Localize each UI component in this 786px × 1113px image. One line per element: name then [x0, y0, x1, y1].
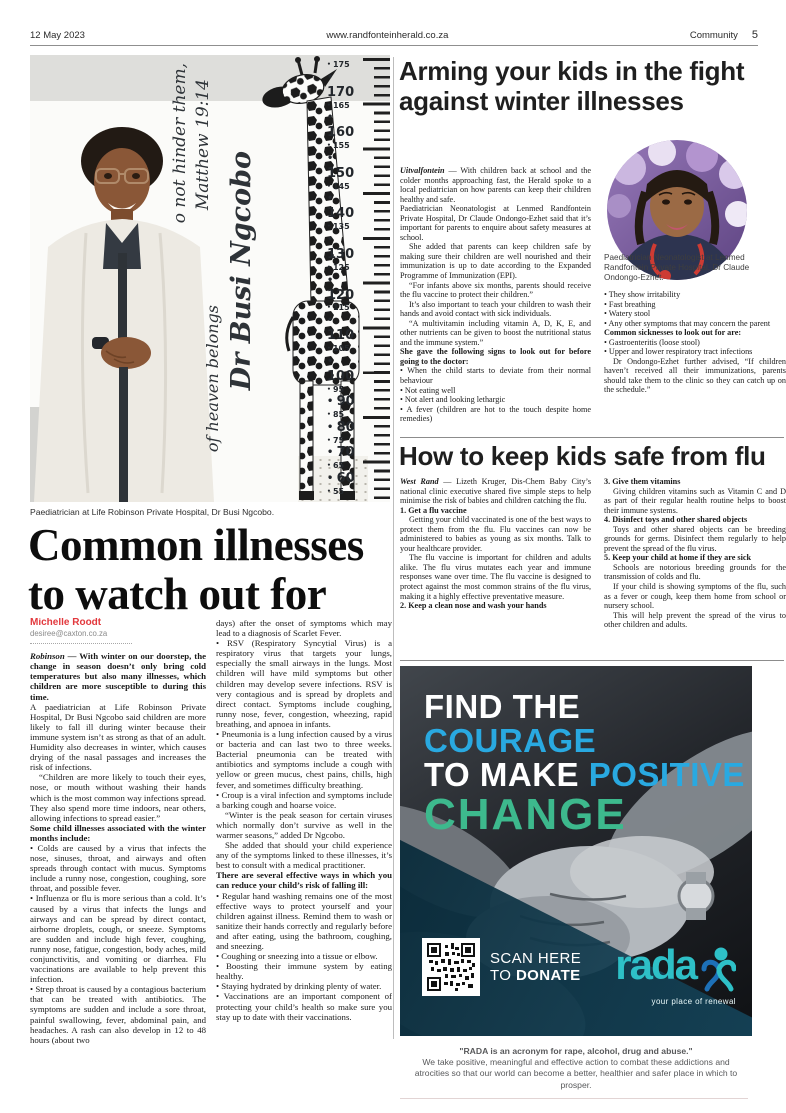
paragraph: Toys and other shared objects can be breeding grounds for germs. Disinfect them regularly to help prevent the spread of the flu virus.: [604, 524, 786, 553]
paragraph: A paediatrician at Life Robinson Private Hospital, Dr Busi Ngcobo said children are more likely to fall ill during winter because their immune system isn’t as strong as that of an adult. Humidity also decreases in winter, which causes drying of the nasal passages and increases the risk of infections.: [30, 701, 206, 773]
flu-column-2: [604, 477, 786, 658]
paragraph: days) after the onset of symptoms which may lead to a diagnosis of Scarlet Fever.: [216, 618, 392, 639]
lead-paragraph: [30, 651, 206, 701]
wall-doctor-name: Dr Busi Ngcobo: [226, 151, 257, 391]
height-label: • 165: [327, 101, 350, 110]
arming-headline: Arming your kids in the fight against winter illnesses: [399, 56, 745, 116]
scan-to-donate: [422, 938, 581, 996]
rada-logo: [615, 941, 736, 1006]
lead-text: — With children back at school and the colder months approaching fast, the Herald spoke to a local pediatrician on how parents can keep their children healthy and safe.: [400, 166, 591, 204]
paragraph: The flu vaccine is important for children and adults alike. The flu virus mutates each year and immune responses wane over time. The flu vaccine is designed to protect against the most common strains of the flu virus, making it a highly effective preventative measure.: [400, 553, 591, 601]
paragraph: • Upper and lower respiratory tract infections: [604, 347, 753, 357]
paragraph: She gave the following signs to look out for before going to the doctor:: [400, 347, 591, 366]
paragraph: 2. Keep a clean nose and wash your hands: [400, 601, 547, 611]
dateline: Robinson: [30, 651, 65, 662]
height-label: • 170: [327, 70, 363, 100]
paragraph: 5. Keep your child at home if they are sick: [604, 553, 752, 563]
paragraph: • Gastroenteritis (loose stool): [604, 337, 700, 347]
paragraph: • Vaccinations are an important component of protecting your child’s health so make sure you stay up to date with their vaccinations.: [216, 991, 392, 1022]
paragraph: Schools are notorious breeding grounds for the transmission of colds and flu.: [604, 562, 786, 582]
paragraph: “A multivitamin including vitamin A, D, K, E, and other nutrients can be given to boost the nutritional status and the immune system.”: [400, 318, 591, 347]
lead-paragraph: [400, 166, 591, 204]
height-label: • 75: [327, 436, 344, 445]
height-scale: [327, 60, 363, 496]
headline-green: CHANGE: [424, 789, 627, 839]
lead-text: — With winter on our doorstep, the change in season doesn’t only bring cold temperatures but also many illnesses, which children are more susceptible to during this time.: [30, 651, 206, 702]
height-label: • 115: [327, 303, 350, 312]
paragraph: • Not alert and looking lethargic: [400, 395, 506, 405]
headline-line2: to watch out for: [28, 569, 327, 619]
paragraph: Dr Ondongo-Ezhet further advised, “If children haven’t received all their immunizations, parents should take them to the clinic so they can catch up on the schedule.”: [604, 356, 786, 395]
section-label: Community: [689, 30, 738, 41]
lead-text: — Lizeth Kruger, Dis-Chem Baby City’s national clinic executive shared five simple steps to help minimise the risk of babies and children catching the flu.: [400, 477, 591, 506]
height-label: • 160: [327, 110, 363, 140]
paragraph: “Winter is the peak season for certain viruses which normally don’t survive as well in the warmer seasons,” added Dr Ngcobo.: [216, 809, 392, 840]
masthead: [30, 29, 758, 41]
height-label: • 95: [327, 385, 344, 394]
paragraph: • Colds are caused by a virus that infects the nose, sinuses, throat, and airways and often spreads through contact with mucus. Symptoms include a runny nose, congestion, coughing, sore throat, and possible fever.: [30, 842, 206, 894]
rada-person-icon: [698, 947, 736, 993]
paragraph: Some child illnesses associated with the winter months include:: [30, 822, 206, 843]
paragraph: • Boosting their immune system by eating healthy.: [216, 961, 392, 982]
scan-line1: SCAN HERE: [490, 949, 582, 967]
page-number: 5: [751, 29, 758, 41]
byline-email: desiree@caxton.co.za: [30, 629, 108, 639]
paragraph: • Watery stool: [604, 309, 651, 319]
paragraph: • Influenza or flu is more serious than a cold. It’s caused by a virus that infects the lungs and airways and can be spread by direct contact, airborne droplets, cough, or sneeze. Symptoms are sudden and include high fever, coughing, runny nose, fatigue, congestion, body aches, mild conjunctivitis, and vomiting or diarrhea. Flu vaccinations are available to help prevent this infection.: [30, 893, 206, 985]
height-label: • 135: [327, 222, 350, 231]
site-url: www.randfonteinherald.co.za: [326, 30, 449, 41]
height-label: • 100: [327, 354, 363, 384]
headline-blue-1: COURAGE: [424, 721, 597, 759]
height-label: • 70: [327, 445, 355, 460]
paragraph: Paediatrician Neonatologist at Lenmed Randfontein Private Hospital, Dr Claude Ondongo-Ezhet said that it’s important for parents to enquire about safety measures at school.: [400, 204, 591, 242]
paragraph: Common sicknesses to look out for are:: [604, 328, 742, 338]
arming-column-1: [400, 166, 591, 436]
paragraph: • Strep throat is caused by a contagious bacterium that can be treated with antibiotics. The symptoms are sudden and include a sore throat, painful swallowing, fever, abdominal pain, and headaches. A rash can also develop in 12 to 48 hours (about two: [30, 984, 206, 1045]
ruler-ticks: [360, 55, 390, 502]
height-label: • 80: [327, 420, 355, 435]
flu-column-1: [400, 477, 591, 658]
height-label: • 140: [327, 191, 363, 221]
byline-author: Michelle Roodt: [30, 618, 102, 628]
advert-headline: [424, 690, 752, 837]
paragraph: • They show irritability: [604, 290, 681, 299]
headline-line1: Common illnesses: [28, 520, 364, 570]
lead-paragraph: [400, 477, 591, 506]
section-rule-2: [400, 660, 784, 661]
paragraph: There are several effective ways in which you can reduce your child’s risk of falling ill:: [216, 870, 392, 891]
dateline: West Rand: [400, 477, 439, 486]
height-label: • 105: [327, 344, 350, 353]
height-label: • 55: [327, 487, 344, 496]
doctor-growth-chart-photo: [30, 55, 390, 502]
rada-tagline: your place of renewal: [651, 997, 736, 1006]
headline-blue-2: POSITIVE: [588, 755, 745, 793]
flu-headline: How to keep kids safe from flu: [399, 441, 766, 471]
advert-caption-text: We take positive, meaningful and effective action to combat these addictions and atrocities so that our world can become a better, healthier and safer place in which to prosper.: [414, 1057, 738, 1090]
height-label: • 60: [327, 471, 355, 486]
wall-script-line: o not hinder them,: [170, 63, 190, 224]
paragraph: If your child is showing symptoms of the flu, such as a fever or cough, keep them home from school or nursery school.: [604, 582, 786, 611]
height-label: • 145: [327, 182, 350, 191]
paragraph: • Not eating well: [400, 385, 456, 395]
paragraph: Getting your child vaccinated is one of the best ways to protect them from the flu. Flu vaccines can now be administered to babies as young as six months. Talk to your healthcare provider.: [400, 515, 591, 553]
bottom-rule: [400, 1098, 748, 1099]
advert-caption-bold: "RADA is an acronym for rape, alcohol, drug and abuse.": [459, 1046, 693, 1056]
paragraph: • A fever (children are hot to the touch despite home remedies): [400, 404, 591, 424]
scan-label: [490, 950, 581, 985]
main-headline: [28, 521, 400, 619]
paragraph: • Croup is a viral infection and symptoms include a barking cough and hoarse voice.: [216, 789, 392, 810]
qr-code: [422, 938, 480, 996]
masthead-rule: [30, 45, 758, 46]
headline-white-2: TO MAKE: [424, 755, 580, 793]
paragraph-list: [30, 702, 206, 1045]
scan-line2: TO DONATE: [490, 967, 581, 984]
wall-script-verse: Matthew 19:14: [193, 79, 213, 211]
height-label: • 155: [327, 141, 350, 150]
paragraph: • Pneumonia is a lung infection caused by a virus or bacteria and can last two to three weeks. Bacterial pneumonia can be treated with antibiotics and symptoms include a cough with yellow or green mucus, chest pains, chills, high fever, and sometimes difficulty breathing.: [216, 729, 392, 790]
advert-caption: [408, 1046, 744, 1091]
photo-caption: Paediatrician at Life Robinson Private Hospital, Dr Busi Ngcobo.: [30, 507, 275, 517]
height-label: • 65: [327, 461, 344, 470]
paragraph: • Fast breathing: [604, 299, 656, 309]
paragraph: She added that should your child experience any of the symptoms linked to these illnesses, it’s best to consult with a medical practitioner.: [216, 840, 392, 871]
height-label: • 125: [327, 263, 350, 272]
paragraph-list: [400, 506, 591, 611]
height-label: • 130: [327, 232, 363, 262]
headline-white-1: FIND THE: [424, 688, 581, 725]
height-label: • 175: [327, 60, 350, 69]
byline-rule: [30, 643, 132, 644]
rada-advert: [400, 666, 752, 1036]
article-column-1: [30, 618, 206, 1108]
doctor-figure: [30, 113, 220, 502]
masthead-date: 12 May 2023: [30, 30, 85, 41]
arming-column-2: [604, 290, 786, 437]
paragraph: 3. Give them vitamins: [604, 477, 681, 486]
dateline: Uitvalfontein: [400, 166, 445, 175]
height-label: • 120: [327, 273, 363, 303]
paragraph-list: [400, 204, 591, 424]
main-article-body: [30, 618, 392, 1108]
portrait-caption: Paediatrician Neonatologist at Lenmed Randfontein Private Hospital, Dr Claude Ondongo-Ezhet.: [604, 253, 750, 282]
height-label: • 150: [327, 151, 363, 181]
paragraph: This will help prevent the spread of the virus to other children and adults.: [604, 610, 786, 630]
paragraph: 1. Get a flu vaccine: [400, 505, 467, 515]
rada-wordmark: rada: [615, 941, 696, 988]
paragraph: It’s also important to teach your children to wash their hands and avoid contact with sick individuals.: [400, 299, 591, 319]
paragraph: • RSV (Respiratory Syncytial Virus) is a respiratory virus that targets your lungs, especially the small airways in the lungs. Most children will have mild symptoms but other children may develop severe infections. RSV is very contagious and is spread by droplets and direct contact. Symptoms include coughing, runny nose, fever, congestion, wheezing, rapid breathing, and apnoea in infants.: [216, 638, 392, 729]
paragraph: • Regular hand washing remains one of the most effective ways to protect yourself and your children against illness. Remind them to wash or sanitize their hands correctly and regularly before and after eating, using the bathroom, coughing, and sneezing.: [216, 890, 392, 951]
paragraph: Giving children vitamins such as Vitamin C and D as part of their regular health routine helps to boost their immune systems.: [604, 486, 786, 515]
paragraph: 4. Disinfect toys and other shared objects: [604, 515, 748, 525]
paragraph: • When the child starts to deviate from their normal behaviour: [400, 366, 591, 386]
paragraph: “For infants above six months, parents should receive the flu vaccine to protect their children.”: [400, 280, 591, 300]
section-rule: [400, 437, 784, 438]
height-label: • 85: [327, 410, 344, 419]
height-label: • 110: [327, 313, 363, 343]
paragraph: • Staying hydrated by drinking plenty of water.: [216, 981, 382, 992]
ruler-long-ticks: [363, 58, 390, 499]
paragraph: She added that parents can keep children safe by making sure their children are well nourished and their immunization is up to date according to the Expanded Programme of Immunization (EPI).: [400, 242, 591, 281]
height-label: • 90: [327, 394, 355, 409]
article-column-2: [216, 618, 392, 1108]
wall-script-line2: of heaven belongs: [203, 305, 222, 453]
column-divider: [393, 57, 394, 1039]
paragraph: “Children are more likely to touch their eyes, nose, or mouth without washing their hands which is the most common way infections spread. They also spend more time indoors, near others, allowing infections to spread easier.”: [30, 772, 206, 823]
paragraph: • Coughing or sneezing into a tissue or elbow.: [216, 951, 378, 962]
paragraph: • Any other symptoms that may concern the parent: [604, 318, 771, 328]
